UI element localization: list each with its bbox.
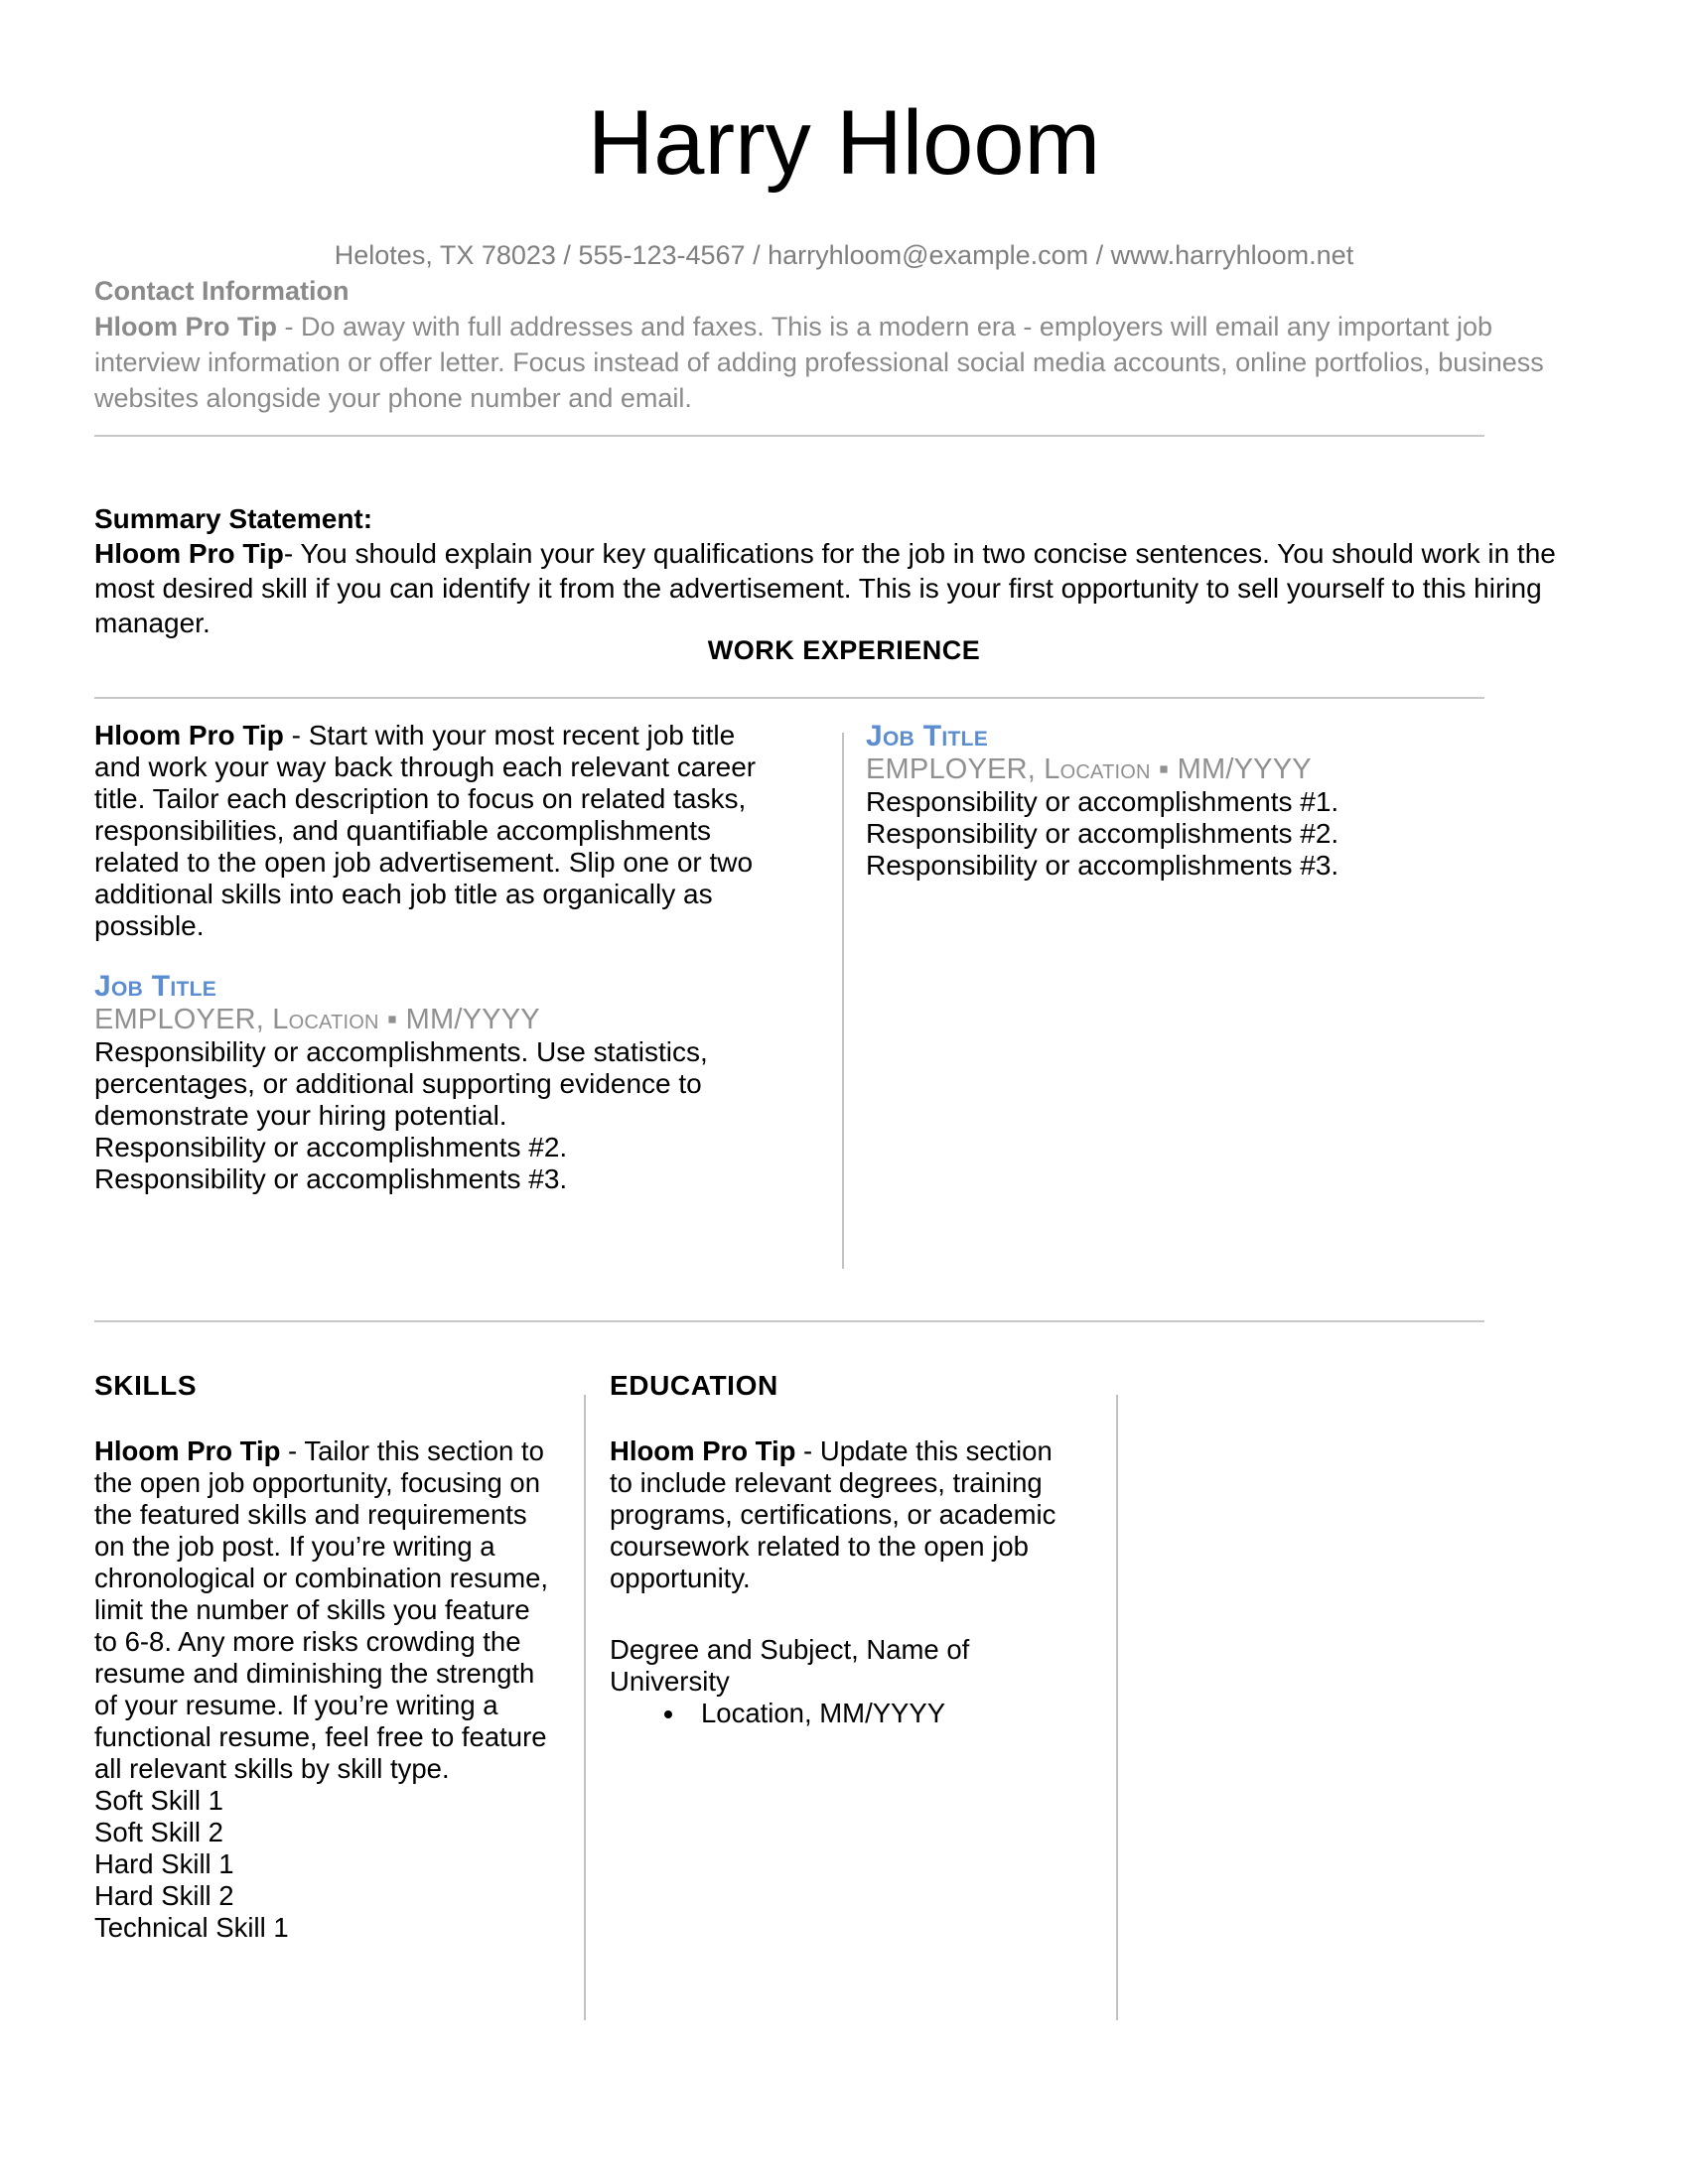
education-degree: Degree and Subject, Name of University [610,1634,970,1697]
responsibility-item: Responsibility or accomplishments #3. [94,1163,568,1194]
contact-line: Helotes, TX 78023 / 555-123-4567 / harryhloom@example.com / www.harryhloom.net [334,240,1354,270]
list-item: Hard Skill 2 [94,1880,234,1911]
list-item: Soft Skill 2 [94,1817,223,1847]
list-item: Hard Skill 1 [94,1848,234,1879]
employer-name-right: EMPLOYER [866,753,1028,785]
list-item: Technical Skill 1 [94,1912,289,1943]
education-pro-tip-label: Hloom Pro Tip [610,1435,796,1466]
contact-pro-tip [94,312,1544,413]
summary-pro-tip-text: - You should explain your key qualifications for the job in two concise sentences. You should work in the most desired skill if you can identify it from the advertisement. This is your first opportunity to sell yourself to this hiring manager. [94,538,1556,638]
skills-heading: SKILLS [94,1370,198,1401]
employer-comma-left: , [255,1004,273,1035]
responsibility-item: Responsibility or accomplishments #3. [866,850,1339,881]
employer-space-left [397,1004,405,1035]
education-section [610,1370,1076,1729]
employer-date-left: MM/YYYY [405,1004,540,1035]
employer-name-left: EMPLOYER [94,1004,256,1035]
work-left-pro-tip-text: - Start with your most recent job title and work your way back through each relevant career title. Tailor each description to focus on related tasks, responsibilities, and quantifiable accomplishments related to the open job advertisement. Slip one or two additional skills into each job title as organically as possible. [94,720,757,941]
employer-space2-right [1151,753,1159,785]
responsibility-item: Responsibility or accomplishments #2. [94,1132,568,1162]
job-title-right: Job Title [866,720,989,752]
education-details-list [610,1698,1076,1729]
employer-space3-right [1169,753,1177,785]
skills-pro-tip [94,1435,551,1785]
employer-location-left: Location [272,1004,379,1035]
contact-information-heading: Contact Information [94,276,350,306]
vertical-divider-work [842,733,844,1269]
summary-statement-heading: Summary Statement: [94,503,373,534]
list-item: • Location, MM/YYYY [687,1698,1076,1729]
contact-information-block [94,273,1564,416]
divider-work-experience [94,697,1484,699]
skills-pro-tip-text: - Tailor this section to the open job opportunity, focusing on the featured skills and requirements on the job post. If you’re writing a chronological or combination resume, limit the number of skills you feature to 6-8. Any more risks crowding the resume and diminishing the strength of your resume. If you’re writing a functional resume, feel free to feature all relevant skills by skill type. [94,1435,549,1784]
responsibility-item: Responsibility or accomplishments #2. [866,818,1339,849]
job-title-left: Job Title [94,970,217,1003]
work-experience-heading: WORK EXPERIENCE [707,635,981,665]
employer-line-right [866,753,1501,786]
employer-location-right: Location [1044,753,1151,785]
skills-pro-tip-label: Hloom Pro Tip [94,1435,281,1466]
vertical-divider-education-right [1116,1395,1118,2020]
summary-pro-tip [94,538,1556,638]
work-left-pro-tip [94,720,779,942]
separator-glyph-right: ▪ [1158,753,1170,785]
vertical-divider-skills-education [584,1395,586,2020]
divider-mid [94,1320,1484,1322]
list-item: Soft Skill 1 [94,1785,223,1816]
responsibility-item: Responsibility or accomplishments #1. [866,786,1339,817]
education-pro-tip [610,1435,1076,1594]
skills-section [94,1370,551,1944]
employer-line-left [94,1004,779,1036]
separator-square-icon-left [379,1004,387,1035]
work-experience-left-column [94,720,779,1195]
page-title: Harry Hloom [587,92,1101,194]
education-pro-tip-text: - Update this section to include relevant degrees, training programs, certifications, or academic coursework related to the open job opportunity. [610,1435,1056,1593]
education-heading: EDUCATION [610,1370,778,1401]
summary-statement-block [94,501,1564,640]
responsibility-item: Responsibility or accomplishments. Use statistics, percentages, or additional supporting evidence to demonstrate your hiring potential. [94,1036,708,1131]
separator-glyph-left: ▪ [386,1004,398,1035]
divider-top [94,435,1484,437]
contact-pro-tip-label: Hloom Pro Tip [94,312,278,341]
work-left-pro-tip-label: Hloom Pro Tip [94,720,284,751]
employer-date-right: MM/YYYY [1177,753,1312,785]
work-experience-right-column [866,720,1501,882]
employer-comma-right: , [1027,753,1045,785]
summary-pro-tip-label: Hloom Pro Tip [94,538,284,569]
contact-pro-tip-text: - Do away with full addresses and faxes. This is a modern era - employers will email any important job interview information or offer letter. Focus instead of adding professional social media accounts, online portfolios, business websites alongside your phone number and email. [94,312,1544,413]
spacer [94,942,779,970]
